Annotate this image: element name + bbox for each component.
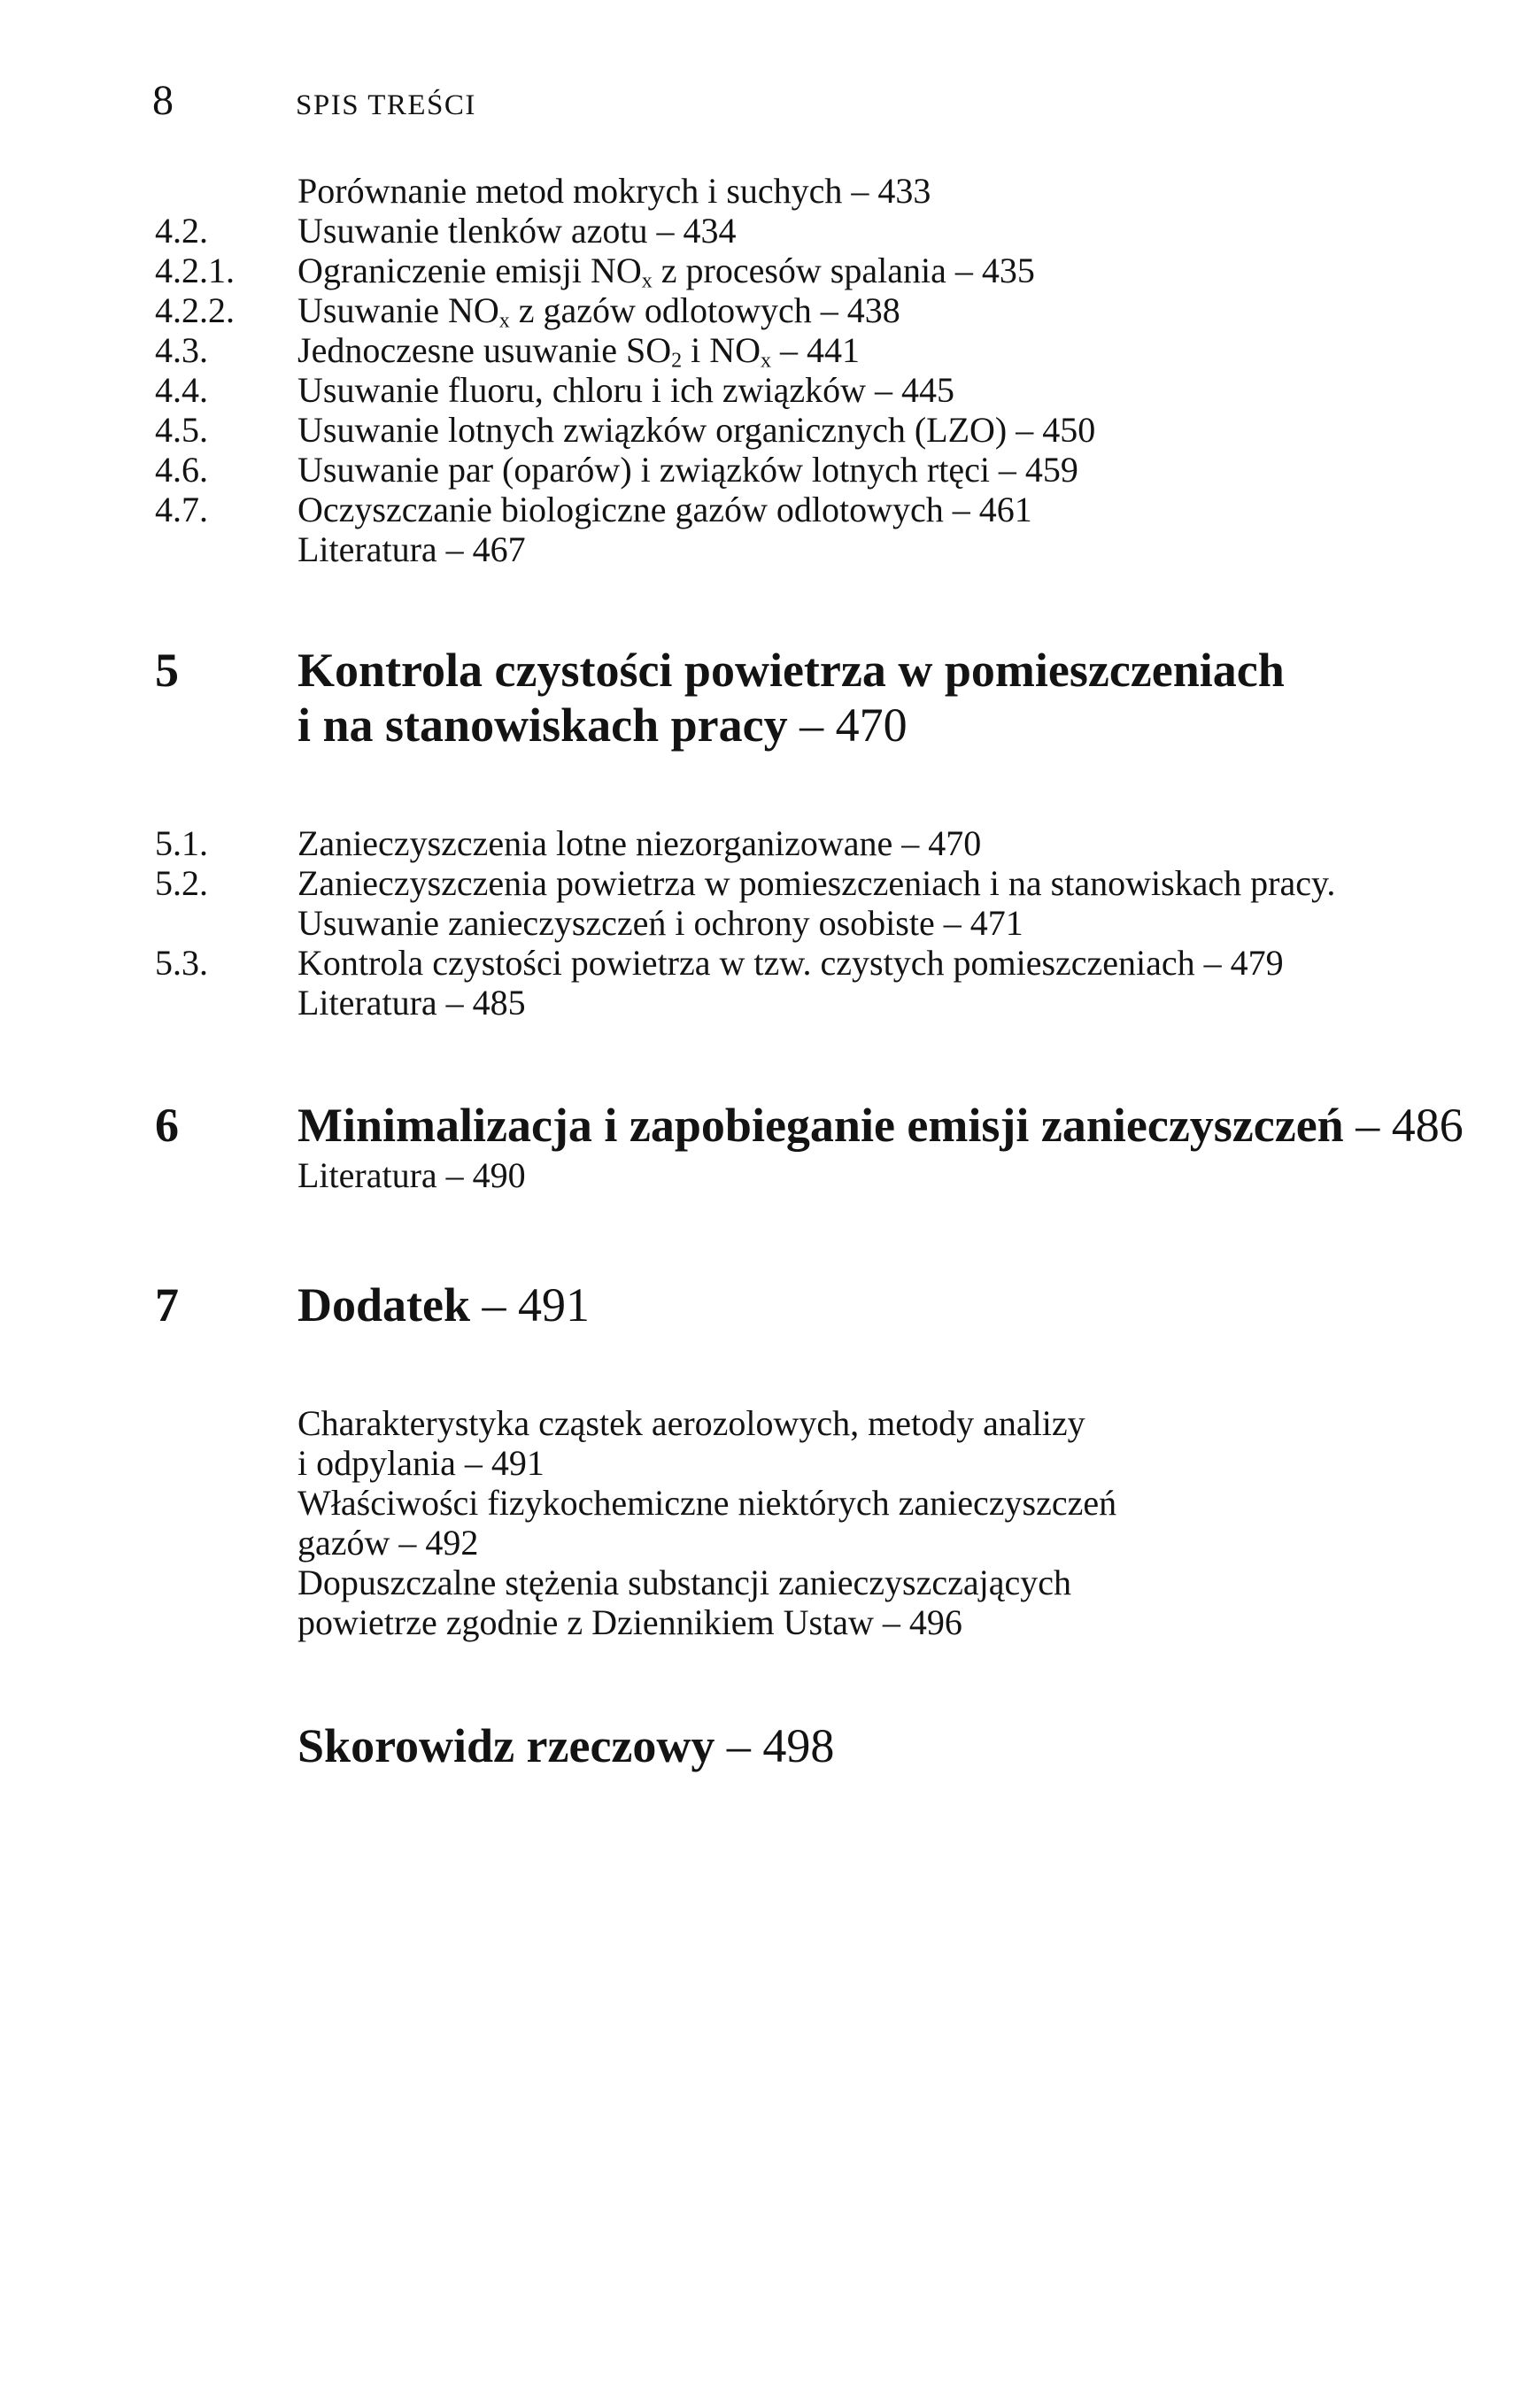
- toc-entry-text: Literatura – 485: [297, 983, 526, 1023]
- chapter-title-line1: [297, 1098, 1464, 1153]
- chapter-pageref: – 470: [799, 698, 908, 752]
- toc-entry-number: 4.3.: [155, 330, 208, 370]
- chapter-title: [297, 1718, 834, 1773]
- page-number: 8: [152, 77, 174, 124]
- chapter-5-heading: [155, 643, 1285, 752]
- chapter-title: [297, 643, 1285, 752]
- toc-entry-number: [155, 903, 297, 943]
- toc-entry-row: [155, 290, 1095, 333]
- toc-section-chapter4-entries: [155, 171, 1095, 569]
- toc-entry-number: 4.7.: [155, 490, 208, 529]
- toc-entry-row: [297, 1563, 1116, 1602]
- toc-entry-text: Usuwanie zanieczyszczeń i ochrony osobiste – 471: [297, 903, 1023, 943]
- toc-entry-row: [155, 529, 1095, 569]
- toc-entry-text: Oczyszczanie biologiczne gazów odlotowych – 461: [297, 490, 1032, 529]
- chapter-title-line1: Kontrola czystości powietrza w pomieszczeniach: [297, 644, 1285, 697]
- toc-entry-row: [155, 330, 1095, 373]
- chapter-title-text: Minimalizacja i zapobieganie emisji zanieczyszczeń: [297, 1099, 1356, 1152]
- chapter-title-text: i na stanowiskach pracy: [297, 698, 800, 752]
- chapter-pageref: – 491: [482, 1278, 591, 1331]
- chapter-number: 5: [155, 644, 179, 697]
- toc-entry-text: Usuwanie par (oparów) i związków lotnych rtęci – 459: [297, 450, 1078, 490]
- chapter-pageref: – 486: [1356, 1099, 1464, 1152]
- toc-entry-row: [297, 1483, 1116, 1523]
- toc-entry-row: [155, 863, 1335, 903]
- toc-entry-text: Usuwanie $NO_x$ z gazów odlotowych – 438: [297, 290, 900, 333]
- toc-entry-row: [155, 370, 1095, 410]
- chapter-title-line1: [297, 1718, 834, 1773]
- toc-entry-row: [155, 943, 1335, 983]
- chapter-title-text: Skorowidz rzeczowy: [297, 1719, 727, 1772]
- toc-entry-text: Literatura – 467: [297, 529, 526, 569]
- toc-entry-text: Literatura – 490: [297, 1155, 526, 1195]
- toc-entry-number: [155, 529, 297, 569]
- subscript: x: [498, 309, 510, 333]
- toc-entry-text: Jednoczesne usuwanie $SO_2$ i $NO_x - 441$: [297, 330, 860, 373]
- toc-entry-text: Kontrola czystości powietrza w tzw. czystych pomieszczeniach – 479: [297, 943, 1284, 983]
- index-heading: [297, 1718, 834, 1773]
- toc-entry-text: Usuwanie tlenków azotu – 434: [297, 211, 737, 251]
- toc-entry-number: [155, 171, 297, 211]
- toc-entry-number: 4.2.1.: [155, 251, 235, 290]
- toc-entry-row: [297, 1155, 526, 1195]
- toc-entry-row: [155, 211, 1095, 251]
- toc-entry-text: Ograniczenie emisji $NO_x$ z procesów spalania – 435: [297, 251, 1035, 293]
- toc-entry-row: [155, 450, 1095, 490]
- toc-section-chapter5-entries: [155, 823, 1335, 1023]
- toc-entry-number: 4.6.: [155, 450, 208, 490]
- toc-entry-text: powietrze zgodnie z Dziennikiem Ustaw – 496: [297, 1602, 962, 1642]
- chapter-6-heading: [155, 1098, 1464, 1153]
- chapter-number: 6: [155, 1099, 179, 1152]
- chapter-title-line1: [297, 1277, 590, 1332]
- chapter-title-line2: [297, 698, 1285, 752]
- toc-entry-number: 4.4.: [155, 370, 208, 410]
- toc-section-chapter6-literatura: [297, 1155, 526, 1195]
- chapter-pageref: – 498: [726, 1719, 835, 1772]
- toc-entry-text: Usuwanie fluoru, chloru i ich związków – 445: [297, 370, 955, 410]
- toc-entry-row: [155, 171, 1095, 211]
- chapter-7-heading: [155, 1277, 590, 1332]
- subscript: 2: [671, 349, 683, 373]
- toc-entry-number: [155, 983, 297, 1023]
- toc-entry-row: [155, 823, 1335, 863]
- toc-entry-row: [297, 1403, 1116, 1443]
- subscript: x: [641, 269, 653, 293]
- toc-entry-row: [155, 490, 1095, 529]
- toc-entry-row: [155, 983, 1335, 1023]
- toc-entry-row: [155, 251, 1095, 293]
- chapter-title: [297, 1277, 590, 1332]
- toc-entry-number: 4.2.: [155, 211, 208, 251]
- toc-entry-row: [297, 1443, 1116, 1483]
- toc-entry-row: [297, 1523, 1116, 1563]
- toc-entry-text: Zanieczyszczenia powietrza w pomieszczeniach i na stanowiskach pracy.: [297, 863, 1336, 903]
- toc-entry-text: gazów – 492: [297, 1523, 479, 1563]
- toc-entry-number: 4.2.2.: [155, 290, 235, 330]
- page-header: [152, 77, 476, 124]
- running-title: SPIS TREŚCI: [296, 89, 476, 121]
- toc-section-appendix-entries: [297, 1403, 1116, 1642]
- toc-entry-number: 5.1.: [155, 823, 208, 863]
- toc-entry-number: 5.3.: [155, 943, 208, 983]
- chapter-title: [297, 1098, 1464, 1153]
- toc-entry-number: 4.5.: [155, 410, 208, 450]
- toc-entry-text: Zanieczyszczenia lotne niezorganizowane – 470: [297, 823, 982, 863]
- toc-entry-text: Dopuszczalne stężenia substancji zanieczyszczających: [297, 1563, 1071, 1602]
- toc-entry-row: [297, 1602, 1116, 1642]
- toc-entry-text: Charakterystyka cząstek aerozolowych, metody analizy: [297, 1403, 1085, 1443]
- chapter-title-text: Dodatek: [297, 1278, 483, 1331]
- toc-entry-text: Usuwanie lotnych związków organicznych (LZO) – 450: [297, 410, 1096, 450]
- toc-entry-text: Porównanie metod mokrych i suchych – 433: [297, 171, 931, 211]
- toc-entry-row: [155, 903, 1335, 943]
- toc-entry-text: Właściwości fizykochemiczne niektórych zanieczyszczeń: [297, 1483, 1117, 1523]
- subscript: x: [761, 349, 771, 373]
- toc-entry-number: 5.2.: [155, 863, 208, 903]
- toc-entry-text: i odpylania – 491: [297, 1443, 545, 1483]
- toc-entry-row: [155, 410, 1095, 450]
- chapter-number: 7: [155, 1278, 179, 1331]
